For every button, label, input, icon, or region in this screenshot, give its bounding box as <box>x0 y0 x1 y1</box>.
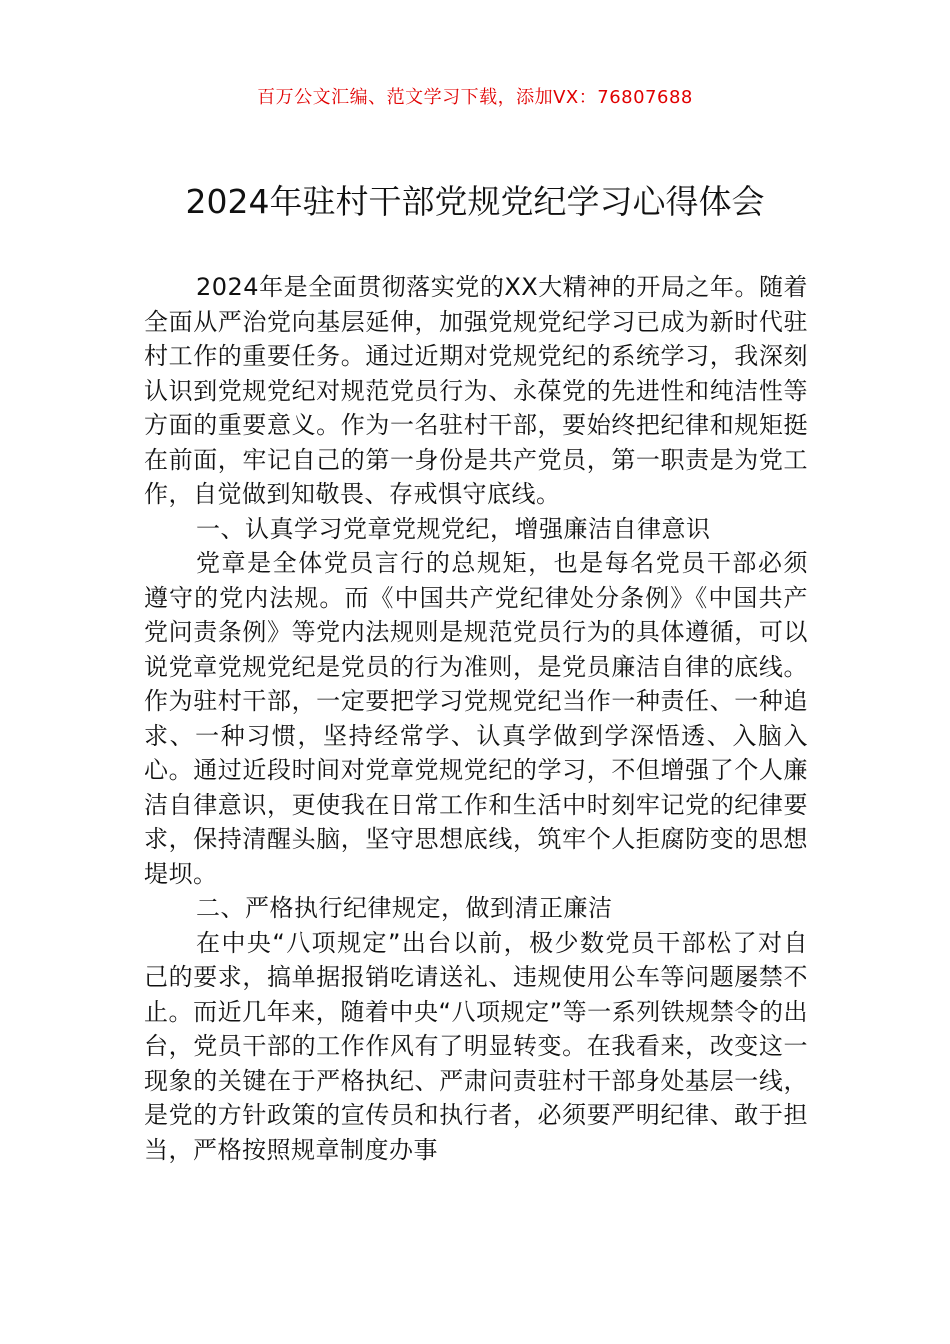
intro-paragraph: 2024年是全面贯彻落实党的XX大精神的开局之年。随着全面从严治党向基层延伸，加强党规党纪学习已成为新时代驻村工作的重要任务。通过近期对党规党纪的系统学习，我深刻认识到党规党纪对规范党员行为、永葆党的先进性和纯洁性等方面的重要意义。作为一名驻村干部，要始终把纪律和规矩挺在前面，牢记自己的第一身份是共产党员，第一职责是为党工作，自觉做到知敬畏、存戒惧守底线。 <box>144 273 808 508</box>
section-2-paragraph: 在中央“八项规定”出台以前，极少数党员干部松了对自己的要求，搞单据报销吃请送礼、违规使用公车等问题屡禁不止。而近几年来，随着中央“八项规定”等一系列铁规禁令的出台，党员干部的工作作风有了明显转变。在我看来，改变这一现象的关键在于严格执纪、严肃问责驻村干部身处基层一线，是党的方针政策的宣传员和执行者，必须要严明纪律、敢于担当，严格按照规章制度办事 <box>144 928 808 1164</box>
header-note: 百万公文汇编、范文学习下载，添加VX：76807688 <box>257 87 693 108</box>
section-2-heading: 二、严格执行纪律规定，做到清正廉洁 <box>196 894 613 922</box>
document-body <box>144 270 808 1167</box>
document-title: 2024年驻村干部党规党纪学习心得体会 <box>185 182 765 221</box>
section-1-heading: 一、认真学习党章党规党纪，增强廉洁自律意识 <box>196 514 711 543</box>
section-1-paragraph: 党章是全体党员言行的总规矩，也是每名党员干部必须遵守的党内法规。而《中国共产党纪律处分条例》《中国共产党问责条例》等党内法规则是规范党员行为的具体遵循，可以说党章党规党纪是党员的行为准则，是党员廉洁自律的底线。作为驻村干部，一定要把学习党规党纪当作一种责任、一种追求、一种习惯，坚持经常学、认真学做到学深悟透、入脑入心。通过近段时间对党章党规党纪的学习，不但增强了个人廉洁自律意识，更使我在日常工作和生活中时刻牢记党的纪律要求，保持清醒头脑，坚守思想底线，筑牢个人拒腐防变的思想堤坝。 <box>144 549 808 888</box>
